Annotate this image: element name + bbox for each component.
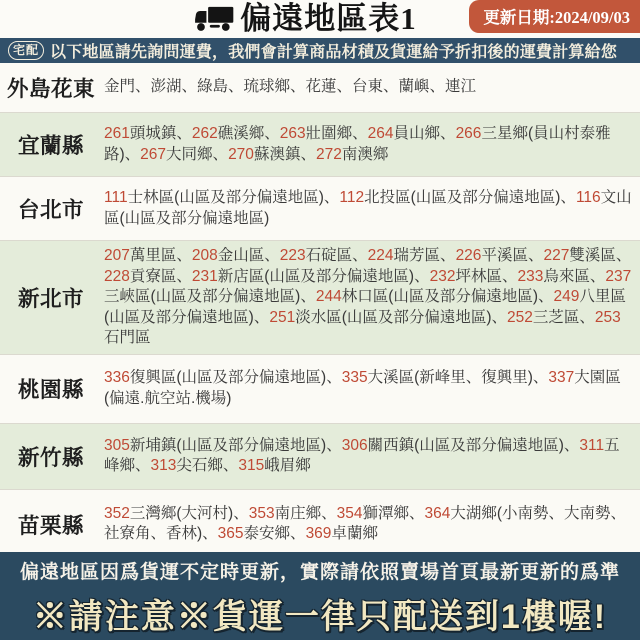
area-text: 石門區 — [104, 329, 151, 346]
region-label: 新竹縣 — [17, 445, 84, 470]
zip-code: 353 — [248, 504, 275, 522]
zip-code: 267 — [140, 145, 167, 163]
area-text: 尖石鄉、 — [176, 457, 239, 474]
area-text: 士林區(山區及部分偏遠地區)、 — [127, 189, 340, 206]
area-text: 峨眉鄉 — [264, 457, 311, 474]
notice-text: 以下地區請先詢問運費，我們會計算商品材積及貨運給予折扣後的運費計算給您 — [50, 44, 618, 61]
footer — [0, 552, 640, 640]
table-row — [0, 423, 640, 489]
area-text: 泰安鄉、 — [243, 525, 306, 542]
area-text: 新埔鎮(山區及部分偏遠地區)、 — [129, 436, 342, 454]
area-text: 南庄鄉、 — [274, 504, 337, 522]
region-content — [102, 424, 640, 489]
region-area-list — [104, 504, 632, 545]
zip-code: 208 — [191, 247, 218, 264]
area-text: 三灣鄉(大河村)、 — [129, 504, 249, 522]
table-row — [0, 489, 640, 553]
area-text: 南澳鄉 — [341, 145, 389, 163]
zip-code: 364 — [424, 504, 451, 522]
home-delivery-badge: 宅配 — [8, 41, 44, 60]
area-text: 蘇澳鎮、 — [253, 145, 316, 163]
region-label: 外島花東 — [6, 77, 95, 101]
zip-code: 336 — [104, 369, 130, 386]
area-text: 復興區(山區及部分偏遠地區)、 — [129, 369, 342, 386]
zip-code: 335 — [341, 369, 368, 386]
region-content — [102, 177, 640, 240]
zip-code: 262 — [191, 125, 218, 142]
zip-code: 337 — [548, 369, 575, 386]
table-row — [0, 176, 640, 240]
page-title: 偏遠地區表1 — [240, 1, 417, 36]
zip-code: 207 — [104, 247, 130, 264]
zip-code: 354 — [336, 504, 363, 522]
region-content — [102, 63, 640, 112]
zip-code: 251 — [269, 308, 296, 326]
delivery-notice-bar — [0, 38, 640, 63]
area-text: 礁溪鄉、 — [217, 125, 280, 142]
zip-code: 228 — [104, 267, 130, 285]
region-table — [0, 63, 640, 552]
footer-disclaimer: 偏遠地區因爲貨運不定時更新，實際請依照賣場首頁最新更新的爲準 — [19, 561, 620, 583]
area-text: 大同鄉、 — [166, 145, 229, 163]
zip-code: 244 — [315, 288, 342, 305]
zip-code: 116 — [575, 189, 601, 206]
area-text: 坪林區、 — [455, 267, 518, 285]
area-text: 淡水區(山區及部分偏遠地區)、 — [295, 308, 508, 326]
area-text: 三芝區、 — [532, 308, 595, 326]
region-area-list — [104, 368, 632, 409]
zip-code: 266 — [455, 125, 482, 142]
zip-code: 224 — [367, 247, 394, 264]
table-row — [0, 112, 640, 176]
region-area-list — [104, 436, 632, 477]
zip-code: 252 — [507, 308, 533, 326]
area-text: 卓蘭鄉 — [331, 525, 378, 542]
area-text: 三星鄉(員山村泰雅路)、 — [104, 125, 611, 163]
zip-code: 237 — [605, 267, 632, 285]
zip-code: 365 — [217, 525, 244, 542]
zip-code: 232 — [429, 267, 456, 285]
zip-code: 272 — [315, 145, 342, 163]
region-area-list — [104, 246, 632, 349]
zip-code: 223 — [279, 247, 306, 264]
zip-code: 111 — [104, 189, 128, 206]
footer-warning: ※請注意※貨運一律只配送到1樓喔! — [32, 597, 608, 636]
truck-icon — [193, 5, 235, 33]
region-area-list — [104, 188, 632, 229]
title-group — [193, 2, 417, 36]
area-text: 雙溪區、 — [569, 247, 632, 264]
area-text: 大湖鄉(小南勢、大南勢、社寮角、香林)、 — [104, 504, 627, 542]
zip-code: 261 — [104, 125, 130, 142]
region-label: 苗栗縣 — [17, 513, 84, 538]
area-text: 新店區(山區及部分偏遠地區)、 — [217, 267, 430, 285]
area-text: 金門、澎湖、綠島、琉球鄉、花蓮、台東、蘭嶼、連江 — [104, 78, 477, 96]
zip-code: 253 — [594, 308, 621, 326]
region-area-list — [104, 77, 476, 98]
region-label: 宜蘭縣 — [17, 134, 84, 158]
area-text: 瑞芳區、 — [393, 247, 456, 264]
zip-code: 311 — [579, 436, 605, 454]
area-text: 頭城鎮、 — [129, 125, 192, 142]
zip-code: 305 — [104, 436, 130, 454]
area-text: 大園區(偏遠.航空站.機場) — [104, 369, 621, 407]
area-text: 八里區(山區及部分偏遠地區)、 — [104, 288, 626, 326]
area-text: 烏來區、 — [543, 267, 606, 285]
zip-code: 313 — [150, 457, 177, 474]
zip-code: 112 — [339, 189, 365, 206]
area-text: 員山鄉、 — [393, 125, 456, 142]
region-label: 新北市 — [17, 286, 84, 311]
zip-code: 226 — [455, 247, 482, 264]
area-text: 金山區、 — [217, 247, 280, 264]
area-text: 萬里區、 — [129, 247, 192, 264]
area-text: 五峰鄉、 — [104, 436, 620, 474]
region-content — [102, 241, 640, 354]
region-area-list — [104, 124, 632, 165]
zip-code: 306 — [341, 436, 368, 454]
zip-code: 264 — [367, 125, 394, 142]
region-content — [102, 490, 640, 553]
area-text: 貢寮區、 — [129, 267, 192, 285]
region-content — [102, 355, 640, 423]
zip-code: 263 — [279, 125, 306, 142]
region-content — [102, 113, 640, 176]
zip-code: 227 — [543, 247, 570, 264]
area-text: 獅潭鄉、 — [362, 504, 425, 522]
region-label: 桃園縣 — [17, 378, 84, 402]
area-text: 文山區(山區及部分偏遠地區) — [104, 189, 632, 227]
region-label: 台北市 — [17, 198, 84, 222]
zip-code: 231 — [191, 267, 218, 285]
zip-code: 270 — [228, 145, 254, 163]
zip-code: 249 — [553, 288, 580, 305]
zip-code: 233 — [517, 267, 544, 285]
table-row — [0, 354, 640, 423]
area-text: 石碇區、 — [305, 247, 368, 264]
area-text: 北投區(山區及部分偏遠地區)、 — [364, 189, 576, 206]
table-row — [0, 240, 640, 354]
header — [0, 0, 640, 38]
zip-code: 315 — [238, 457, 265, 474]
area-text: 林口區(山區及部分偏遠地區)、 — [341, 288, 554, 305]
area-text: 三峽區(山區及部分偏遠地區)、 — [104, 288, 316, 305]
zip-code: 369 — [305, 525, 332, 542]
area-text: 大溪區(新峰里、復興里)、 — [367, 369, 549, 386]
zip-code: 352 — [104, 504, 130, 522]
area-text: 關西鎮(山區及部分偏遠地區)、 — [367, 436, 580, 454]
update-date-badge: 更新日期:2024/09/03 — [469, 0, 640, 33]
area-text: 平溪區、 — [481, 247, 544, 264]
area-text: 壯圍鄉、 — [305, 125, 368, 142]
table-row — [0, 63, 640, 112]
